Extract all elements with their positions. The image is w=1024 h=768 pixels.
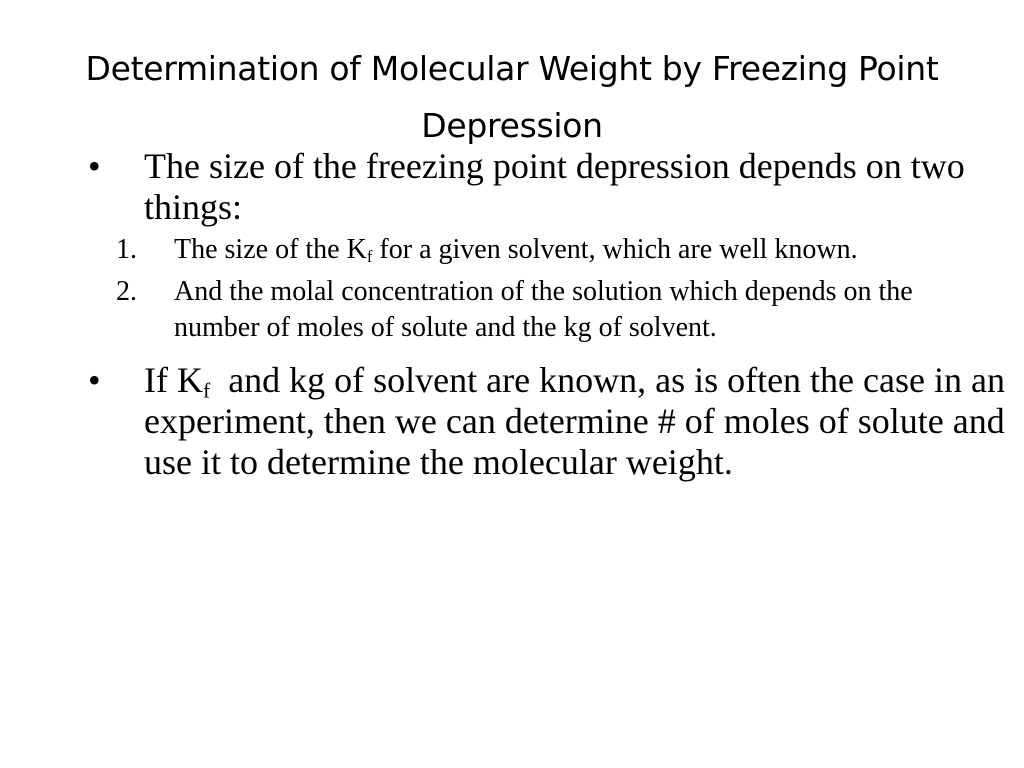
bullet-item — [0, 360, 1024, 483]
item-number: 1. — [116, 234, 137, 265]
bullet-text-before: If K — [144, 360, 203, 400]
bullet-marker: • — [88, 360, 101, 400]
item-number: 2. — [116, 276, 137, 307]
bullet-marker: • — [88, 146, 101, 186]
item-text: And the molal concentration of the solution which depends on the number of moles of solute and the kg of solvent. — [174, 276, 913, 343]
subscript: f — [366, 247, 373, 267]
bullet-text: The size of the freezing point depression depends on two things: — [144, 146, 965, 227]
numbered-item — [0, 274, 1024, 346]
bullet-text-after: and kg of solvent are known, as is often the case in an experiment, then we can determine # of moles of solute and use it to determine the molecular weight. — [144, 360, 1014, 482]
bullet-item — [0, 146, 1024, 228]
item-text-after: for a given solvent, which are well known. — [372, 234, 858, 265]
subscript: f — [202, 378, 211, 403]
numbered-item — [0, 232, 1024, 268]
slide-body — [0, 146, 1024, 483]
item-text-before: The size of the K — [174, 234, 367, 265]
slide-title: Determination of Molecular Weight by Freezing Point Depression — [85, 49, 939, 145]
